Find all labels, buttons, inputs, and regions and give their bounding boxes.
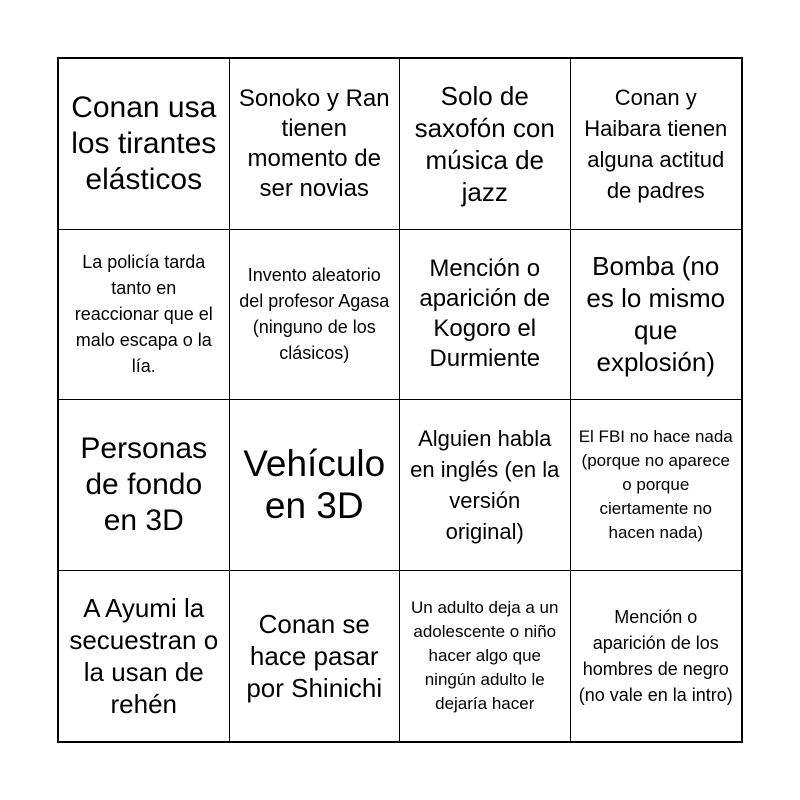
- bingo-cell-text: El FBI no hace nada (porque no aparece o porque ciertamente no hacen nada): [578, 426, 733, 542]
- bingo-cell-text: Mención o aparición de Kogoro el Durmiente: [419, 255, 551, 373]
- bingo-cell[interactable]: [59, 400, 230, 571]
- bingo-cell-text: Alguien habla en inglés (en la versión original): [410, 425, 560, 544]
- bingo-cell[interactable]: [230, 59, 401, 230]
- bingo-cell-text: Vehículo en 3D: [243, 442, 386, 526]
- bingo-cell[interactable]: [230, 230, 401, 401]
- bingo-cell-text: Bomba (no es lo mismo que explosión): [586, 251, 726, 378]
- bingo-cell[interactable]: [230, 400, 401, 571]
- bingo-cell[interactable]: [59, 230, 230, 401]
- bingo-cell[interactable]: [59, 571, 230, 742]
- bingo-cell-text: Solo de saxofón con música de jazz: [414, 80, 555, 207]
- bingo-cell[interactable]: [571, 230, 742, 401]
- bingo-cell-text: A Ayumi la secuestran o la usan de rehén: [69, 592, 219, 719]
- bingo-cell-text: Un adulto deja a un adolescente o niño hacer algo que ningún adulto le dejaría hacer: [411, 597, 559, 713]
- bingo-cell[interactable]: [571, 571, 742, 742]
- bingo-cell-text: Conan y Haibara tienen alguna actitud de padres: [584, 84, 728, 203]
- bingo-cell-text: Conan usa los tirantes elásticos: [71, 90, 217, 196]
- bingo-cell-text: La policía tarda tanto en reaccionar que el malo escapa o la lía.: [74, 252, 213, 377]
- bingo-cell[interactable]: [59, 59, 230, 230]
- bingo-board: [57, 57, 743, 743]
- bingo-cell[interactable]: [571, 59, 742, 230]
- bingo-cell[interactable]: [571, 400, 742, 571]
- bingo-cell[interactable]: [400, 230, 571, 401]
- bingo-cell[interactable]: [400, 59, 571, 230]
- bingo-cell-text: Invento aleatorio del profesor Agasa (ninguno de los clásicos): [239, 265, 390, 364]
- bingo-cell[interactable]: [230, 571, 401, 742]
- bingo-cell-text: Mención o aparición de los hombres de negro (no vale en la intro): [578, 606, 733, 705]
- bingo-cell[interactable]: [400, 400, 571, 571]
- bingo-cell-text: Sonoko y Ran tienen momento de ser novias: [238, 84, 390, 202]
- bingo-cell-text: Personas de fondo en 3D: [80, 431, 208, 537]
- bingo-cell[interactable]: [400, 571, 571, 742]
- bingo-cell-text: Conan se hace pasar por Shinichi: [246, 608, 383, 703]
